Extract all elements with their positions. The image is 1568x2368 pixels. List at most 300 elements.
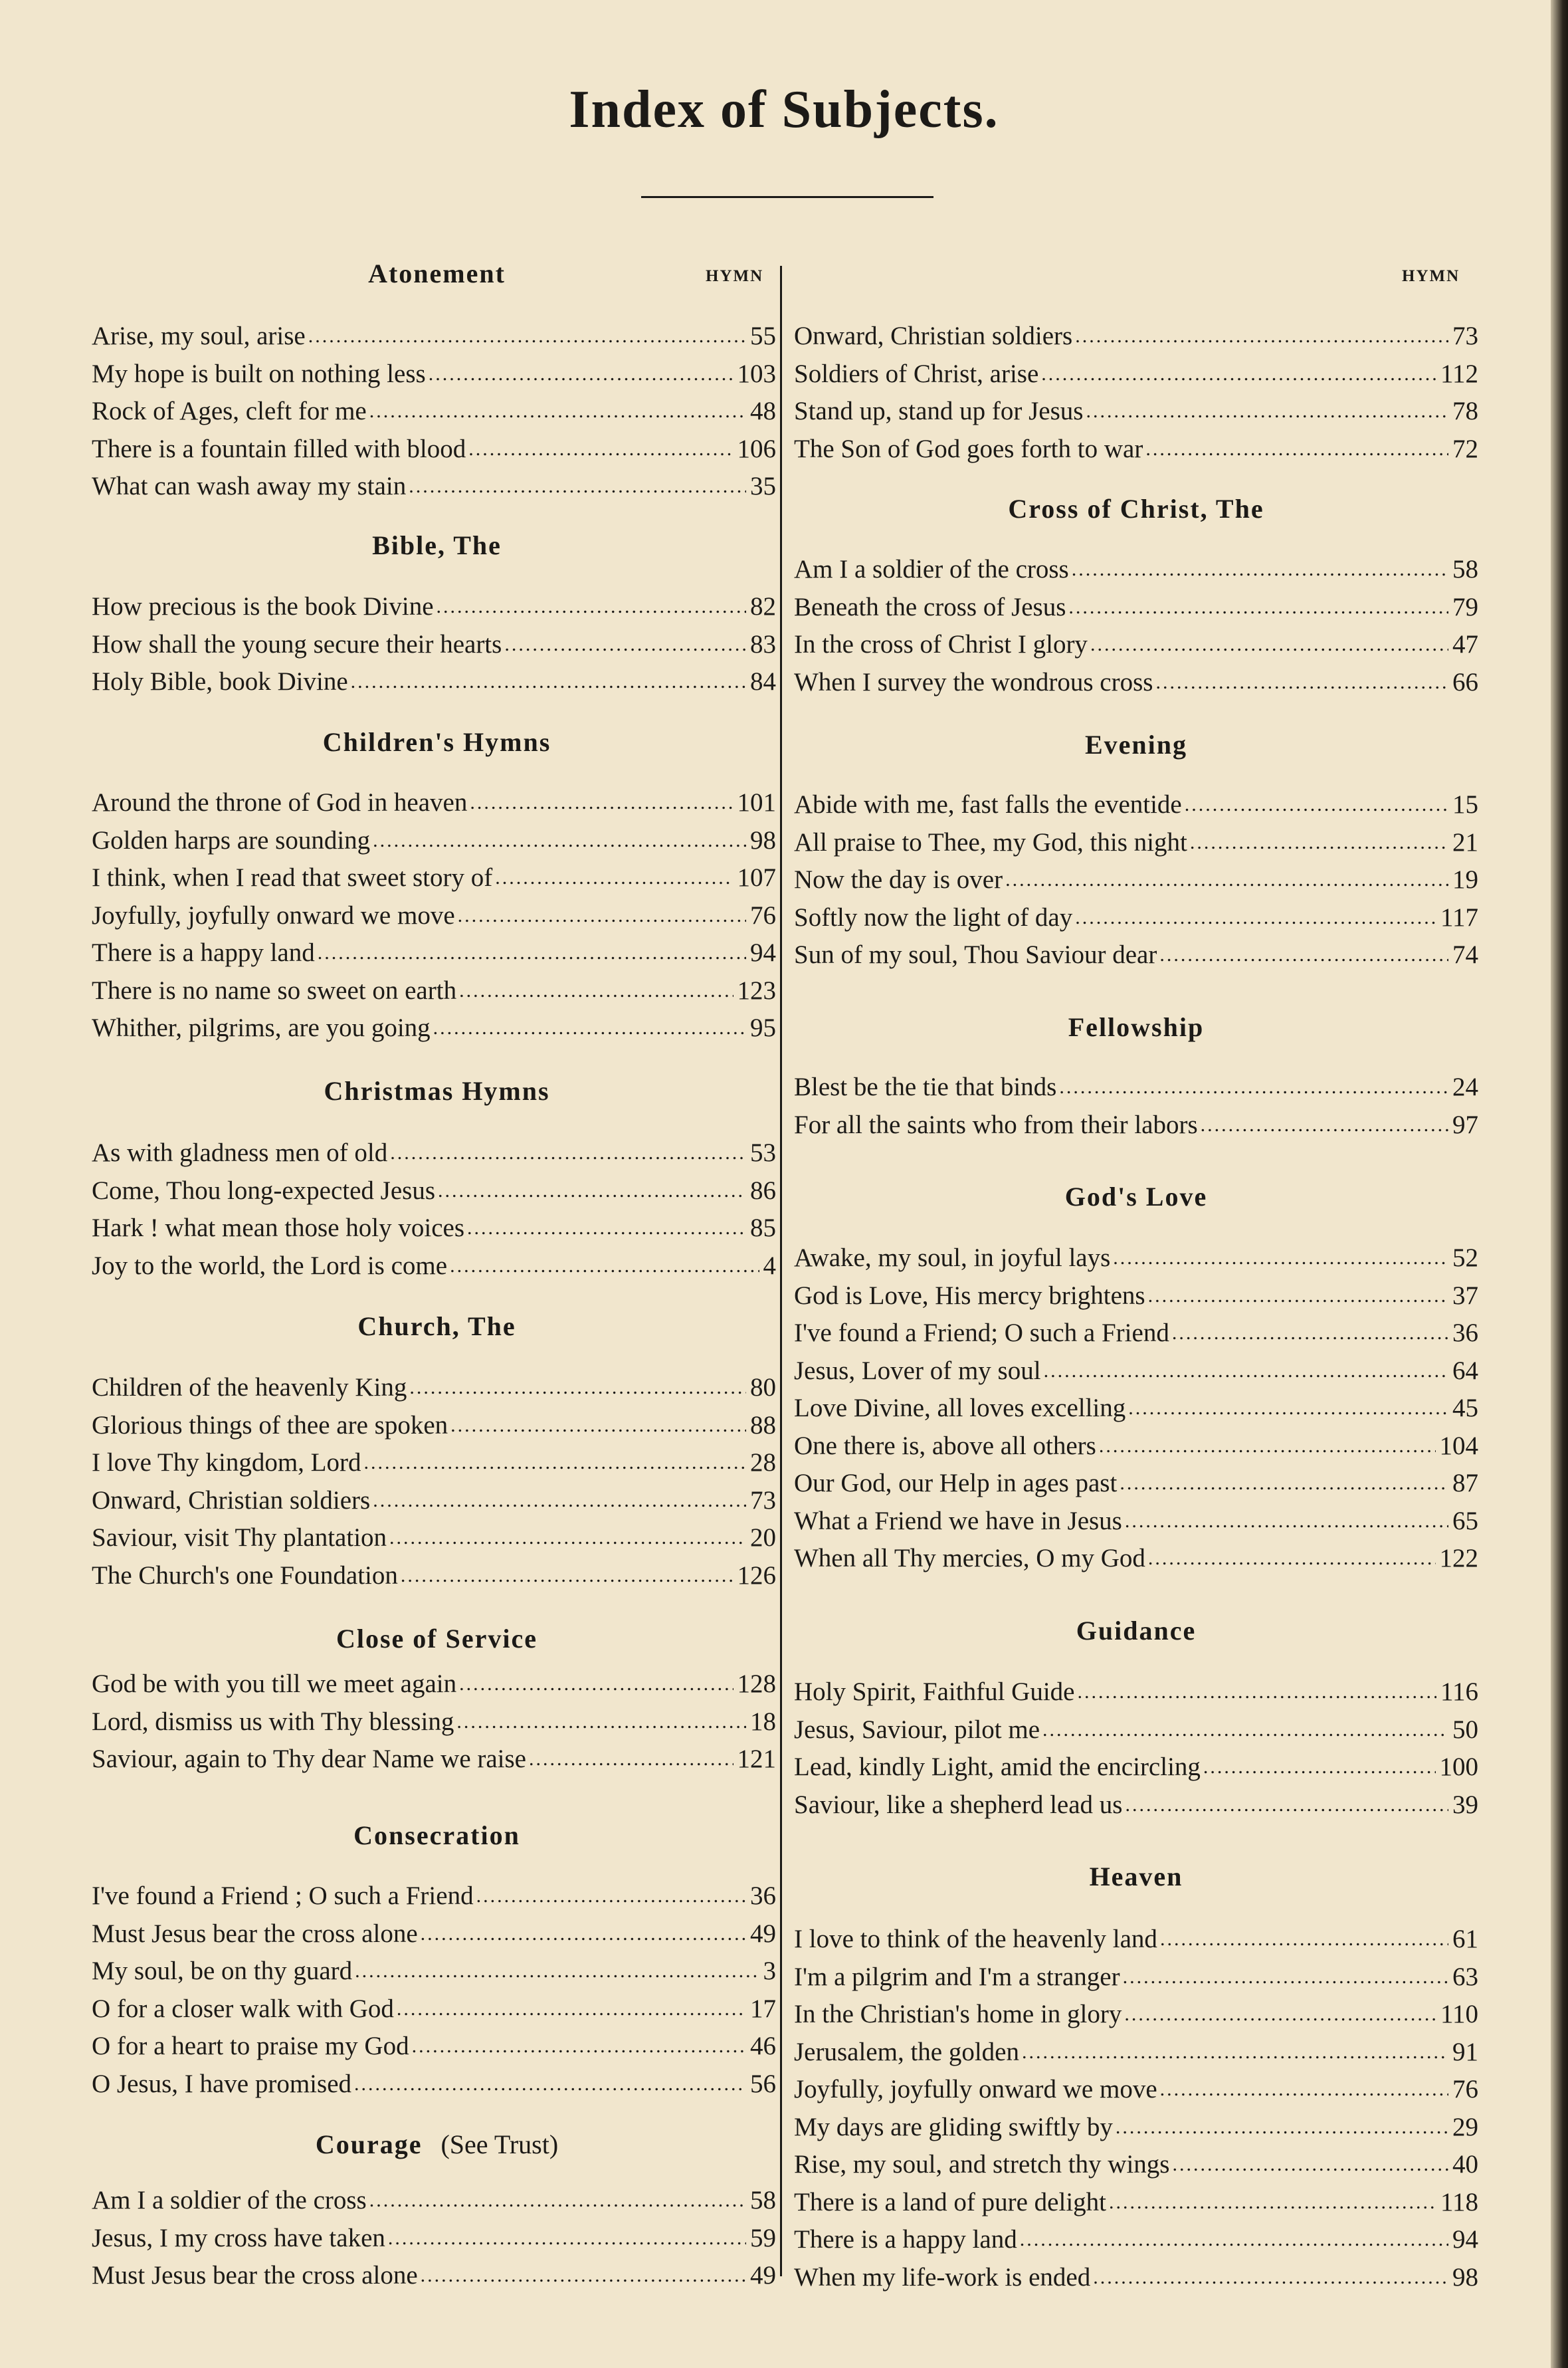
index-entry [794,551,1478,588]
hymn-title: Sun of my soul, Thou Saviour dear [794,940,1157,969]
hymn-title: Arise, my soul, arise [92,322,306,350]
hymn-number: 49 [750,2261,776,2290]
leader-dots [456,1703,746,1741]
hymn-number: 24 [1452,1073,1478,1101]
index-entry [794,1239,1478,1277]
index-entry [794,2071,1478,2108]
index-entry [92,2066,776,2103]
leader-dots [1190,824,1448,861]
section-heading-text: Cross of Christ, The [1008,494,1264,524]
index-entry [92,1482,776,1519]
index-entry [92,356,776,393]
hymn-title: O for a heart to praise my God [92,2032,409,2060]
leader-dots [369,2182,746,2219]
index-entry [794,1277,1478,1315]
hymn-number: 94 [750,938,776,967]
hymn-number: 53 [750,1138,776,1167]
hymn-number: 21 [1452,828,1478,857]
index-entry [794,899,1478,936]
hymn-number: 98 [750,826,776,855]
index-entry [92,1444,776,1481]
hymn-title: Am I a soldier of the cross [794,555,1069,584]
index-entry [92,2182,776,2219]
index-entry [92,318,776,355]
index-entry [92,1953,776,1990]
leader-dots [1148,1540,1436,1577]
section-heading [90,726,784,758]
index-entry [92,1210,776,1247]
hymn-number: 15 [1452,790,1478,819]
hymn-number: 61 [1452,1925,1478,1953]
hymn-title: Saviour, again to Thy dear Name we raise [92,1745,526,1773]
section-heading-text: Evening [1084,730,1188,760]
leader-dots [1044,1352,1448,1390]
hymn-number: 123 [737,976,776,1005]
hymn-title: Must Jesus bear the cross alone [92,2261,418,2290]
leader-dots [1099,1428,1436,1465]
leader-dots [421,1915,746,1953]
index-entry [92,897,776,934]
section-heading-text: Heaven [1089,1862,1183,1891]
hymn-number: 36 [750,1882,776,1910]
hymn-number: 82 [750,592,776,621]
hymn-number: 47 [1452,630,1478,659]
leader-dots [438,1172,746,1210]
index-entry [794,318,1478,355]
index-entry [794,2184,1478,2221]
hymn-title: Love Divine, all loves excelling [794,1394,1126,1422]
index-entry [794,431,1478,468]
hymn-number: 118 [1440,2188,1478,2216]
hymn-title: Saviour, visit Thy plantation [92,1523,387,1552]
index-entry [92,822,776,859]
index-entry [92,663,776,700]
hymn-title: Holy Bible, book Divine [92,667,348,696]
index-entry [92,1519,776,1557]
hymn-number: 3 [763,1957,776,1985]
hymn-title: How precious is the book Divine [92,592,434,621]
hymn-number: 73 [750,1486,776,1515]
index-entry [794,626,1478,663]
hymn-number: 98 [1452,2263,1478,2292]
hymn-title: For all the saints who from their labors [794,1111,1198,1139]
hymn-number: 85 [750,1214,776,1242]
section-heading [794,1861,1478,1892]
index-entry [92,2220,776,2257]
index-entry [794,1996,1478,2033]
section-heading [90,2129,784,2160]
leader-dots [1120,1465,1448,1502]
hymn-title: Softly now the light of day [794,903,1073,932]
hymn-title: Come, Thou long-expected Jesus [92,1176,436,1205]
section-heading-text: Christmas Hymns [324,1076,550,1106]
leader-dots [1125,1786,1448,1824]
section-heading-text: Guidance [1076,1616,1197,1646]
leader-dots [412,2028,746,2065]
index-entry [92,1369,776,1406]
hymn-title: The Church's one Foundation [92,1561,398,1590]
index-entry [794,1390,1478,1427]
index-entry [92,1878,776,1915]
section-heading [90,258,784,289]
section-heading-text: Close of Service [336,1624,538,1654]
hymn-number: 112 [1440,360,1478,388]
leader-dots [429,356,734,393]
hymn-title: Whither, pilgrims, are you going [92,1014,431,1042]
leader-dots [373,822,746,859]
leader-dots [354,2066,746,2103]
leader-dots [1172,2146,1448,2183]
hymn-title: One there is, above all others [794,1432,1096,1460]
section-heading [794,1181,1478,1212]
hymn-title: There is a happy land [92,938,315,967]
hymn-title: Lord, dismiss us with Thy blessing [92,1707,454,1736]
leader-dots [308,318,746,355]
hymn-title: Soldiers of Christ, arise [794,360,1039,388]
index-entry [92,1407,776,1444]
hymn-title: There is a fountain filled with blood [92,435,466,463]
hymn-number: 45 [1452,1394,1478,1422]
index-entry [794,1315,1478,1352]
index-entry [92,431,776,468]
index-entry [794,2034,1478,2071]
leader-dots [1116,2109,1448,2146]
hymn-title: There is a land of pure delight [794,2188,1106,2216]
index-entry [92,1666,776,1703]
index-entry [794,2221,1478,2258]
leader-dots [390,1134,746,1172]
hymn-number: 101 [737,788,776,817]
hymn-number: 94 [1452,2225,1478,2254]
leader-dots [1203,1749,1436,1786]
index-entry [92,1557,776,1594]
leader-dots [1020,2221,1448,2258]
leader-dots [470,784,733,821]
leader-dots [1145,431,1448,468]
hymn-number: 128 [737,1669,776,1698]
hymn-title: Abide with me, fast falls the eventide [794,790,1182,819]
index-entry [92,588,776,625]
leader-dots [409,468,746,505]
hymn-title: O for a closer walk with God [92,1994,394,2023]
hymn-title: Onward, Christian soldiers [794,322,1073,350]
hymn-title: God is Love, His mercy brightens [794,1281,1145,1310]
hymn-number: 36 [1452,1319,1478,1347]
hymn-title: Stand up, stand up for Jesus [794,397,1084,425]
hymn-number: 50 [1452,1715,1478,1744]
index-entry [794,1786,1478,1824]
leader-dots [1078,1673,1436,1711]
leader-dots [401,1557,734,1594]
hymn-column-label-left: HYMN [706,267,764,285]
hymn-number: 29 [1452,2113,1478,2141]
hymn-title: Jesus, I my cross have taken [92,2224,385,2252]
leader-dots [1148,1277,1448,1315]
section-heading-text: Church, The [357,1311,516,1341]
hymn-number: 58 [1452,555,1478,584]
leader-dots [1022,2034,1448,2071]
index-entry [794,2146,1478,2183]
hymn-title: All praise to Thee, my God, this night [794,828,1187,857]
leader-dots [363,1444,746,1481]
section-heading-text: Bible, The [372,530,502,560]
index-entry [92,468,776,505]
hymn-number: 63 [1452,1963,1478,1991]
column-divider [780,266,782,2276]
hymn-number: 100 [1439,1753,1478,1781]
hymn-number: 20 [750,1523,776,1552]
index-entry [794,1503,1478,1540]
leader-dots [1160,2071,1448,2108]
section-heading [794,1615,1478,1646]
hymn-number: 122 [1439,1544,1478,1572]
index-entry [92,1134,776,1172]
section-heading [794,729,1478,760]
hymn-number: 76 [1452,2075,1478,2103]
hymn-title: My days are gliding swiftly by [794,2113,1113,2141]
leader-dots [468,431,733,468]
hymn-title: Joyfully, joyfully onward we move [92,901,455,930]
leader-dots [459,1666,733,1703]
section-heading [90,1075,784,1107]
hymn-number: 84 [750,667,776,696]
hymn-title: When my life-work is ended [794,2263,1091,2292]
hymn-title: O Jesus, I have promised [92,2070,352,2098]
hymn-title: God be with you till we meet again [92,1669,457,1698]
hymn-number: 104 [1439,1432,1478,1460]
hymn-number: 110 [1440,2000,1478,2028]
section-note: (See Trust) [441,2129,559,2159]
leader-dots [1090,626,1448,663]
leader-dots [1155,664,1448,701]
hymn-title: I love Thy kingdom, Lord [92,1448,361,1477]
hymn-number: 64 [1452,1356,1478,1385]
leader-dots [1086,393,1448,430]
hymn-title: Children of the heavenly King [92,1373,407,1402]
hymn-number: 87 [1452,1469,1478,1497]
hymn-title: Rise, my soul, and stretch thy wings [794,2150,1170,2179]
index-entry [794,861,1478,899]
hymn-title: Jesus, Saviour, pilot me [794,1715,1040,1744]
hymn-number: 58 [750,2186,776,2214]
leader-dots [388,2220,746,2257]
section-heading [90,1820,784,1851]
section-heading-text: God's Love [1064,1182,1208,1212]
leader-dots [1124,1996,1436,2033]
hymn-number: 49 [750,1919,776,1948]
index-entry [92,1247,776,1285]
hymn-title: Saviour, like a shepherd lead us [794,1790,1123,1819]
hymn-number: 76 [750,901,776,930]
hymn-title: Awake, my soul, in joyful lays [794,1243,1111,1272]
section-heading [794,1012,1478,1043]
index-entry [794,356,1478,393]
leader-dots [1109,2184,1436,2221]
hymn-number: 73 [1452,322,1478,350]
index-entry [794,1069,1478,1106]
hymn-title: What a Friend we have in Jesus [794,1507,1122,1535]
index-entry [794,2109,1478,2146]
hymn-number: 39 [1452,1790,1478,1819]
index-entry [794,664,1478,701]
index-entry [794,936,1478,974]
hymn-title: Onward, Christian soldiers [92,1486,371,1515]
hymn-number: 88 [750,1411,776,1440]
leader-dots [450,1407,746,1444]
hymn-title: When I survey the wondrous cross [794,668,1153,697]
leader-dots [1113,1239,1448,1277]
hymn-title: There is a happy land [794,2225,1017,2254]
leader-dots [1072,551,1448,588]
index-entry [92,934,776,972]
section-heading [90,1311,784,1342]
hymn-number: 103 [737,360,776,388]
hymn-title: There is no name so sweet on earth [92,976,457,1005]
hymn-number: 52 [1452,1243,1478,1272]
leader-dots [450,1247,759,1285]
leader-dots [369,393,746,430]
hymn-number: 106 [737,435,776,463]
index-entry [92,1741,776,1778]
index-entry [92,784,776,821]
hymn-number: 80 [750,1373,776,1402]
hymn-number: 40 [1452,2150,1478,2179]
hymn-number: 59 [750,2224,776,2252]
index-entry [794,1673,1478,1711]
hymn-number: 74 [1452,940,1478,969]
hymn-number: 37 [1452,1281,1478,1310]
index-entry [794,1107,1478,1144]
hymn-title: How shall the young secure their hearts [92,630,502,659]
index-entry [92,2257,776,2294]
hymn-title: Beneath the cross of Jesus [794,593,1066,621]
index-entry [92,1172,776,1210]
leader-dots [1185,786,1448,823]
section-heading-text: Fellowship [1068,1012,1205,1042]
index-entry [92,626,776,663]
leader-dots [1172,1315,1448,1352]
leader-dots [1068,589,1448,626]
hymn-number: 72 [1452,435,1478,463]
index-entry [794,1540,1478,1577]
hymn-title: Blest be the tie that binds [794,1073,1057,1101]
index-entry [92,972,776,1010]
hymn-title: In the Christian's home in glory [794,2000,1122,2028]
leader-dots [1201,1107,1448,1144]
hymn-number: 18 [750,1707,776,1736]
hymn-title: Jesus, Lover of my soul [794,1356,1041,1385]
index-entry [794,1428,1478,1465]
leader-dots [504,626,746,663]
hymn-title: Rock of Ages, cleft for me [92,397,367,425]
hymn-number: 78 [1452,397,1478,425]
leader-dots [459,972,733,1010]
hymn-number: 46 [750,2032,776,2060]
hymn-title: When all Thy mercies, O my God [794,1544,1145,1572]
leader-dots [458,897,746,934]
index-entry [92,393,776,430]
leader-dots [397,1991,746,2028]
leader-dots [476,1878,746,1915]
hymn-number: 95 [750,1014,776,1042]
leader-dots [1075,318,1448,355]
hymn-number: 121 [737,1745,776,1773]
hymn-number: 116 [1440,1677,1478,1706]
section-heading [794,493,1478,524]
index-entry [794,393,1478,430]
hymn-number: 48 [750,397,776,425]
leader-dots [467,1210,746,1247]
leader-dots [1160,1921,1448,1958]
hymn-title: I'm a pilgrim and I'm a stranger [794,1963,1120,1991]
leader-dots [1042,1711,1448,1749]
index-entry [794,1921,1478,1958]
hymn-number: 126 [737,1561,776,1590]
leader-dots [351,663,746,700]
leader-dots [421,2257,746,2294]
leader-dots [495,859,733,897]
hymn-title: Hark ! what mean those holy voices [92,1214,465,1242]
hymn-title: The Son of God goes forth to war [794,435,1143,463]
hymn-title: Must Jesus bear the cross alone [92,1919,418,1948]
hymn-title: What can wash away my stain [92,472,407,500]
leader-dots [1159,936,1448,974]
index-entry [794,1959,1478,1996]
hymn-number: 107 [737,863,776,892]
leader-dots [1041,356,1436,393]
hymn-title: My hope is built on nothing less [92,360,426,388]
section-heading [90,1623,784,1654]
index-entry [794,2259,1478,2296]
hymn-title: My soul, be on thy guard [92,1957,353,1985]
leader-dots [355,1953,759,1990]
index-entry [794,1711,1478,1749]
leader-dots [529,1741,734,1778]
hymn-number: 79 [1452,593,1478,621]
hymn-title: Jerusalem, the golden [794,2038,1019,2066]
hymn-number: 28 [750,1448,776,1477]
index-entry [92,1915,776,1953]
hymn-number: 56 [750,2070,776,2098]
page-edge [1551,0,1568,2368]
hymn-number: 19 [1452,865,1478,894]
hymn-number: 35 [750,472,776,500]
hymn-number: 17 [750,1994,776,2023]
leader-dots [1075,899,1436,936]
hymn-number: 66 [1452,668,1478,697]
index-entry [794,786,1478,823]
index-entry [794,1352,1478,1390]
hymn-number: 97 [1452,1111,1478,1139]
leader-dots [409,1369,746,1406]
leader-dots [1093,2259,1448,2296]
hymn-title: Joyfully, joyfully onward we move [794,2075,1157,2103]
leader-dots [1128,1390,1448,1427]
leader-dots [1123,1959,1448,1996]
hymn-title: Glorious things of thee are spoken [92,1411,448,1440]
section-heading-text: Atonement [368,259,506,288]
title-rule [641,196,933,198]
hymn-column-label-right: HYMN [1402,267,1460,285]
page-title: Index of Subjects. [569,80,999,139]
hymn-number: 91 [1452,2038,1478,2066]
hymn-number: 65 [1452,1507,1478,1535]
index-entry [92,1991,776,2028]
section-heading-text: Consecration [353,1820,520,1850]
hymn-number: 86 [750,1176,776,1205]
index-entry [794,1465,1478,1502]
hymn-number: 55 [750,322,776,350]
